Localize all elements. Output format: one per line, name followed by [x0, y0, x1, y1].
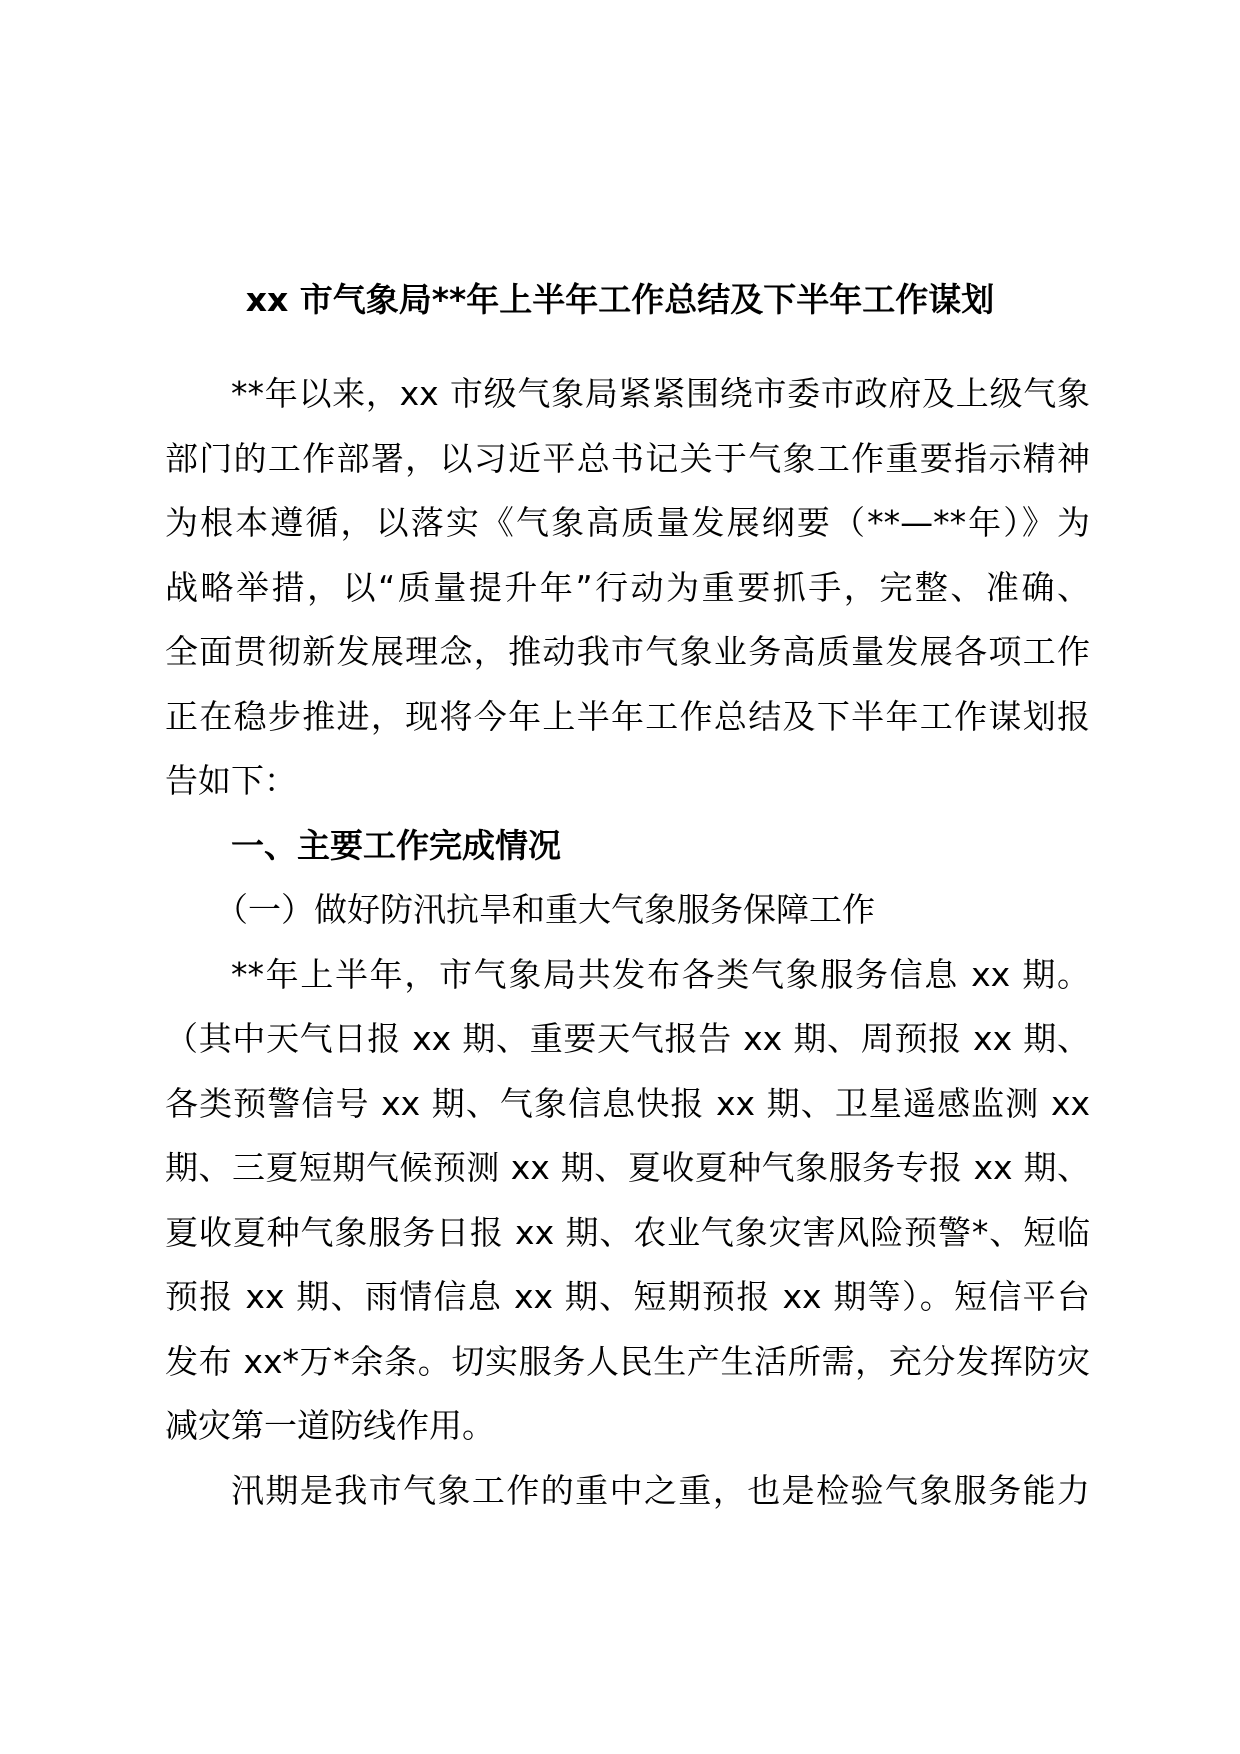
- paragraph-line: **年以来，xx 市级气象局紧紧围绕市委市政府及上级气象: [231, 374, 1090, 413]
- paragraph-line: 各类预警信号 xx 期、气象信息快报 xx 期、卫星遥感监测 xx: [165, 1083, 1090, 1123]
- paragraph-line: 为根本遵循，以落实《气象高质量发展纲要（**—**年）》为: [165, 503, 1090, 542]
- paragraph-line: 全面贯彻新发展理念，推动我市气象业务高质量发展各项工作: [165, 632, 1090, 671]
- paragraph-line: 战略举措，以“质量提升年”行动为重要抓手，完整、准确、: [165, 567, 1090, 607]
- paragraph-line: 汛期是我市气象工作的重中之重，也是检验气象服务能力: [231, 1470, 1090, 1510]
- paragraph-line: 正在稳步推进，现将今年上半年工作总结及下半年工作谋划报: [165, 696, 1090, 736]
- document-body: [165, 362, 1090, 1523]
- paragraph-line: 期、三夏短期气候预测 xx 期、夏收夏种气象服务专报 xx 期、: [165, 1148, 1090, 1187]
- paragraph-line: （其中天气日报 xx 期、重要天气报告 xx 期、周预报 xx 期、: [165, 1019, 1090, 1058]
- paragraph-line: 夏收夏种气象服务日报 xx 期、农业气象灾害风险预警*、短临: [165, 1212, 1090, 1252]
- subsection-heading: （一）做好防汛抗旱和重大气象服务保障工作: [215, 890, 875, 929]
- paragraph-line: **年上半年，市气象局共发布各类气象服务信息 xx 期。: [231, 954, 1090, 994]
- paragraph-line: 减灾第一道防线作用。: [165, 1406, 495, 1445]
- paragraph-line: 告如下：: [165, 761, 297, 800]
- paragraph-line: 部门的工作部署，以习近平总书记关于气象工作重要指示精神: [165, 438, 1090, 478]
- section-heading: 一、主要工作完成情况: [231, 825, 561, 865]
- document-title: xx 市气象局**年上半年工作总结及下半年工作谋划: [245, 280, 995, 319]
- paragraph-line: 发布 xx*万*余条。切实服务人民生产生活所需，充分发挥防灾: [165, 1341, 1090, 1381]
- paragraph-line: 预报 xx 期、雨情信息 xx 期、短期预报 xx 期等）。短信平台: [165, 1277, 1090, 1316]
